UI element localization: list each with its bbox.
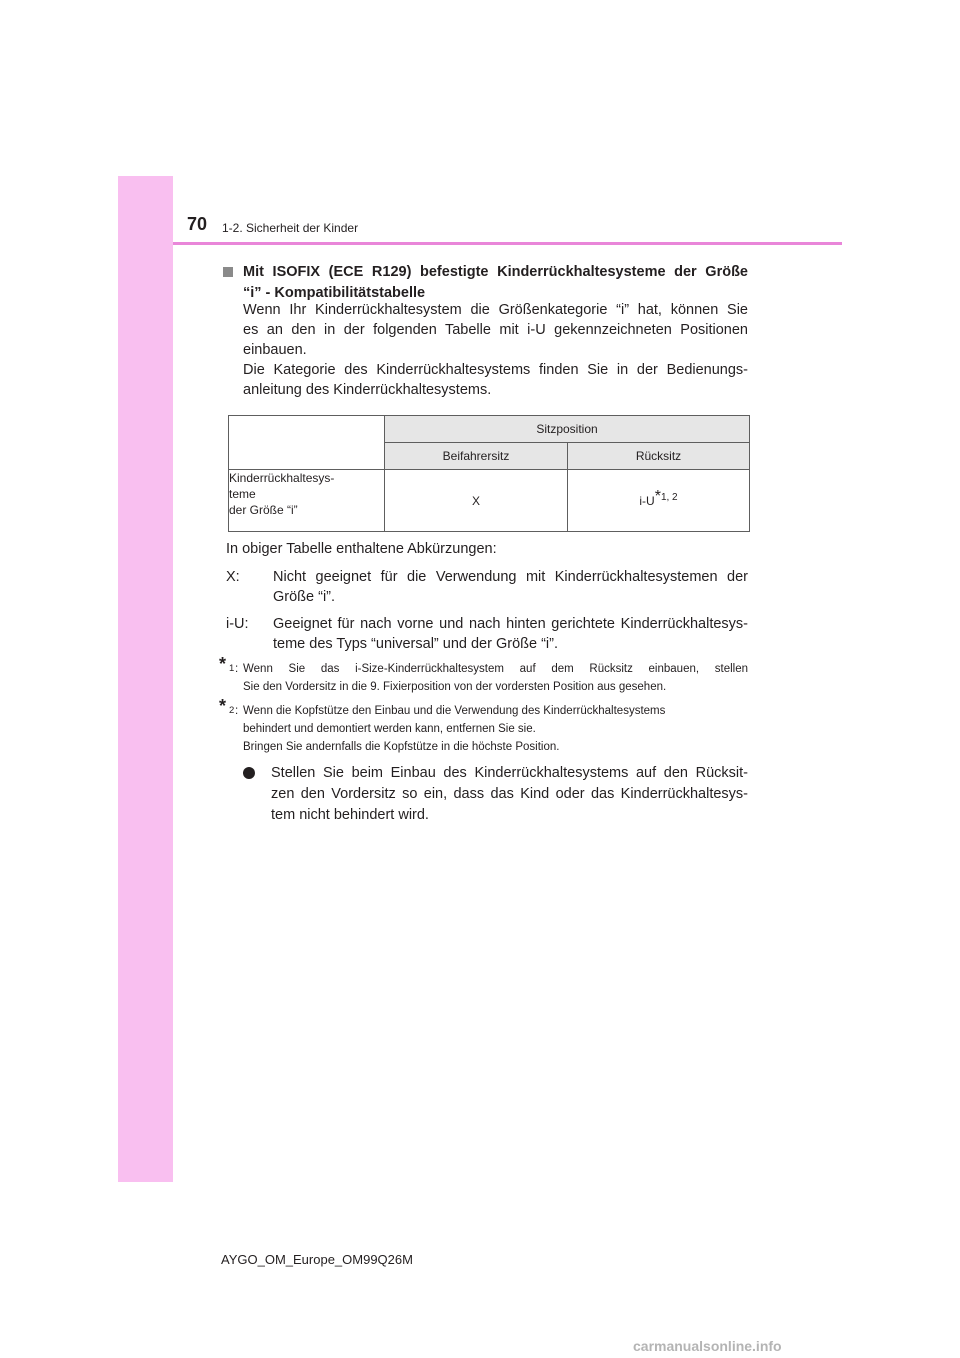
text-line: Die Kategorie des Kinderrückhaltesystems finden Sie in der Bedienungs- <box>243 362 748 378</box>
footnote-colon: : <box>235 663 239 675</box>
paragraph-intro <box>243 300 748 400</box>
asterisk-icon: * <box>219 696 227 716</box>
row-label-line: Kinderrückhaltesys- <box>229 471 335 485</box>
text-line: Wenn die Kopfstütze den Einbau und die Verwendung des Kinderrückhaltesystems <box>243 705 666 717</box>
cell-value: i-U <box>639 493 655 508</box>
heading-line: Mit ISOFIX (ECE R129) befestigte Kinderrückhaltesysteme der Größe <box>243 264 748 280</box>
footnote-colon: : <box>235 705 239 717</box>
footnote-numbers: 1, 2 <box>660 491 678 503</box>
text-line: Nicht geeignet für die Verwendung mit Kinderrückhaltesystemen der <box>273 569 748 585</box>
text-line: zen den Vordersitz so ein, dass das Kind oder das Kinderrückhaltesys- <box>271 786 748 802</box>
heading-line: “i” - Kompatibilitätstabelle <box>243 285 426 301</box>
table-cell: X <box>385 470 568 532</box>
page-number: 70 <box>187 214 208 234</box>
row-label-line: teme <box>229 487 256 501</box>
page-margin-tab <box>118 176 173 1182</box>
text-line: Bringen Sie andernfalls die Kopfstütze in die höchste Position. <box>243 741 560 753</box>
row-label <box>229 470 385 532</box>
header-rule <box>173 242 842 245</box>
text-line: es an den in der folgenden Tabelle mit i-U gekennzeichneten Positionen <box>243 322 748 338</box>
column-header: Beifahrersitz <box>385 443 568 470</box>
abbreviation-desc <box>273 614 748 654</box>
text-line: Geeignet für nach vorne und nach hinten gerichtete Kinderrückhaltesys- <box>273 616 748 632</box>
footnote-text <box>243 702 748 756</box>
abbreviations-intro: In obiger Tabelle enthaltene Abkürzungen: <box>226 541 497 557</box>
asterisk-icon: * <box>654 487 661 505</box>
column-header: Rücksitz <box>568 443 750 470</box>
footnote-ref <box>654 487 678 505</box>
footnote-number: 1 <box>229 663 235 674</box>
text-line: tem nicht behindert wird. <box>271 807 429 823</box>
abbreviation-key: X: <box>226 569 240 585</box>
text-line: Wenn Sie das i-Size-Kinderrückhaltesystem auf dem Rücksitz einbauen, stellen <box>243 663 748 675</box>
text-line: behindert und demontiert werden kann, entfernen Sie sie. <box>243 723 536 735</box>
document-id: AYGO_OM_Europe_OM99Q26M <box>221 1252 413 1267</box>
abbreviation-key: i-U: <box>226 616 249 632</box>
round-bullet-icon <box>243 767 255 779</box>
text-line: teme des Typs “universal” und der Größe “i”. <box>273 636 559 652</box>
section-path: 1-2. Sicherheit der Kinder <box>222 221 359 235</box>
text-line: anleitung des Kinderrückhaltesystems. <box>243 382 492 398</box>
compatibility-table <box>228 415 750 532</box>
text-line: Größe “i”. <box>273 589 336 605</box>
asterisk-icon: * <box>219 654 227 674</box>
text-line: Sie den Vordersitz in die 9. Fixierposition von der vordersten Position aus gesehen. <box>243 681 667 693</box>
footnote-text <box>243 660 748 696</box>
text-line: Wenn Ihr Kinderrückhaltesystem die Größenkategorie “i” hat, können Sie <box>243 302 748 318</box>
watermark: carmanualsonline.info <box>633 1338 782 1354</box>
text-line: Stellen Sie beim Einbau des Kinderrückhaltesystems auf den Rücksit- <box>271 765 748 781</box>
text-line: einbauen. <box>243 342 307 358</box>
footnote-number: 2 <box>229 705 235 716</box>
bullet-text <box>271 763 748 826</box>
table-corner-cell <box>229 416 385 470</box>
group-header: Sitzposition <box>385 416 750 443</box>
abbreviation-desc <box>273 567 748 607</box>
row-label-line: der Größe “i” <box>229 503 298 517</box>
square-bullet-icon <box>223 267 233 277</box>
table-cell <box>568 470 750 532</box>
